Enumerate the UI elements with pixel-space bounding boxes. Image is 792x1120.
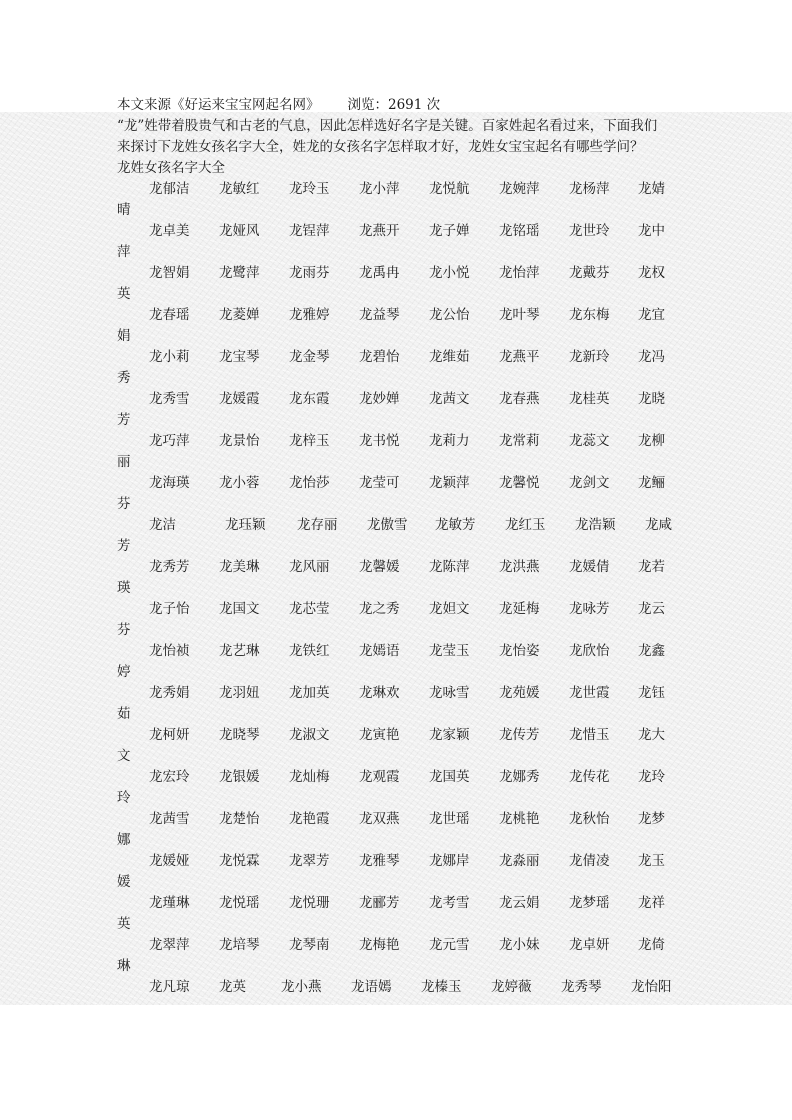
name-entry: 龙考雪	[429, 895, 470, 911]
name-entry: 龙妙婵	[359, 391, 400, 407]
name-entry: 龙莹玉	[429, 643, 470, 659]
name-entry: 龙云娟	[499, 895, 540, 911]
name-entry: 龙益琴	[359, 307, 400, 323]
name-entry: 龙红玉	[505, 517, 546, 533]
name-entry: 龙美琳	[219, 559, 260, 575]
name-entry: 龙鑫	[638, 643, 665, 659]
name-row	[117, 641, 677, 683]
name-entry: 龙晓	[638, 391, 665, 407]
name-entry: 龙倩凌	[569, 853, 610, 869]
name-wrap-char: 琳	[117, 958, 131, 974]
name-entry: 龙传芳	[499, 727, 540, 743]
name-entry: 龙婧	[638, 181, 665, 197]
name-entry: 龙咏雪	[429, 685, 470, 701]
name-entry: 龙存丽	[297, 517, 338, 533]
name-entry: 龙茜文	[429, 391, 470, 407]
name-wrap-char: 晴	[117, 202, 131, 218]
name-entry: 龙媛娅	[149, 853, 190, 869]
name-entry: 龙权	[638, 265, 665, 281]
name-entry: 龙英	[219, 979, 246, 995]
name-entry: 龙秀娟	[149, 685, 190, 701]
name-row	[117, 179, 677, 221]
name-entry: 龙晓琴	[219, 727, 260, 743]
name-entry: 龙大	[638, 727, 665, 743]
name-entry: 龙风丽	[289, 559, 330, 575]
name-entry: 龙东梅	[569, 307, 610, 323]
name-entry: 龙禹冉	[359, 265, 400, 281]
name-entry: 龙宏玲	[149, 769, 190, 785]
name-row	[117, 305, 677, 347]
name-row	[117, 809, 677, 851]
name-entry: 龙海瑛	[149, 475, 190, 491]
name-wrap-char: 婷	[117, 664, 131, 680]
name-entry: 龙嫣语	[359, 643, 400, 659]
name-entry: 龙卓妍	[569, 937, 610, 953]
name-entry: 龙颖萍	[429, 475, 470, 491]
name-entry: 龙莹可	[359, 475, 400, 491]
name-entry: 龙雅琴	[359, 853, 400, 869]
name-entry: 龙卓美	[149, 223, 190, 239]
name-entry: 龙叶琴	[499, 307, 540, 323]
name-row	[117, 515, 677, 557]
name-entry: 龙瑾琳	[149, 895, 190, 911]
name-entry: 龙世霞	[569, 685, 610, 701]
intro-paragraph: “龙”姓带着股贵气和古老的气息，因此怎样选好名字是关键。百家姓起名看过来，下面我们来探讨下龙姓女孩名字大全，姓龙的女孩名字怎样取才好，龙姓女宝宝起名有哪些学问？	[117, 118, 658, 155]
name-entry: 龙铭瑶	[499, 223, 540, 239]
name-entry: 龙秀雪	[149, 391, 190, 407]
name-entry: 龙楚怡	[219, 811, 260, 827]
name-entry: 龙维茹	[429, 349, 470, 365]
name-wrap-char: 茹	[117, 706, 131, 722]
name-entry: 龙传花	[569, 769, 610, 785]
name-entry: 龙苑媛	[499, 685, 540, 701]
name-entry: 龙翠芳	[289, 853, 330, 869]
name-entry: 龙书悦	[359, 433, 400, 449]
name-entry: 龙灿梅	[289, 769, 330, 785]
name-entry: 龙倚	[638, 937, 665, 953]
name-entry: 龙小妹	[499, 937, 540, 953]
name-entry: 龙桂英	[569, 391, 610, 407]
name-entry: 龙国英	[429, 769, 470, 785]
name-entry: 龙剑文	[569, 475, 610, 491]
name-entry: 龙铁红	[289, 643, 330, 659]
name-row	[117, 851, 677, 893]
name-entry: 龙加英	[289, 685, 330, 701]
name-entry: 龙桃艳	[499, 811, 540, 827]
name-entry: 龙媛倩	[569, 559, 610, 575]
name-entry: 龙世玲	[569, 223, 610, 239]
name-row	[117, 557, 677, 599]
name-entry: 龙凡琼	[149, 979, 190, 995]
name-entry: 龙洁	[149, 517, 176, 533]
name-wrap-char: 英	[117, 286, 131, 302]
name-entry: 龙小莉	[149, 349, 190, 365]
name-entry: 龙浩颖	[575, 517, 616, 533]
name-wrap-char: 瑛	[117, 580, 131, 596]
name-entry: 龙金琴	[289, 349, 330, 365]
name-entry: 龙语嫣	[351, 979, 392, 995]
name-entry: 龙艺琳	[219, 643, 260, 659]
name-entry: 龙梦	[638, 811, 665, 827]
name-entry: 龙梦瑶	[569, 895, 610, 911]
name-entry: 龙秀芳	[149, 559, 190, 575]
name-entry: 龙雅婷	[289, 307, 330, 323]
name-entry: 龙淑文	[289, 727, 330, 743]
name-entry: 龙馨悦	[499, 475, 540, 491]
name-entry: 龙小蓉	[219, 475, 260, 491]
name-row	[117, 347, 677, 389]
name-row	[117, 263, 677, 305]
name-entry: 龙公怡	[429, 307, 470, 323]
name-entry: 龙惜玉	[569, 727, 610, 743]
name-wrap-char: 英	[117, 916, 131, 932]
name-entry: 龙锃萍	[289, 223, 330, 239]
name-entry: 龙景怡	[219, 433, 260, 449]
name-row	[117, 893, 677, 935]
name-entry: 龙怡莎	[289, 475, 330, 491]
name-wrap-char: 娟	[117, 328, 131, 344]
name-entry: 龙翠萍	[149, 937, 190, 953]
name-row	[117, 683, 677, 725]
name-wrap-char: 文	[117, 748, 131, 764]
name-entry: 龙陈萍	[429, 559, 470, 575]
name-entry: 龙玲玉	[289, 181, 330, 197]
source-line	[117, 95, 677, 116]
name-entry: 龙娜岸	[429, 853, 470, 869]
name-entry: 龙艳霞	[289, 811, 330, 827]
name-entry: 龙巧萍	[149, 433, 190, 449]
name-entry: 龙常莉	[499, 433, 540, 449]
name-entry: 龙小燕	[281, 979, 322, 995]
name-entry: 龙世瑶	[429, 811, 470, 827]
name-entry: 龙婉萍	[499, 181, 540, 197]
name-entry: 龙春燕	[499, 391, 540, 407]
name-entry: 龙玉	[638, 853, 665, 869]
name-entry: 龙敏芳	[435, 517, 476, 533]
name-entry: 龙杨萍	[569, 181, 610, 197]
name-wrap-char: 媛	[117, 874, 131, 890]
name-row	[117, 389, 677, 431]
name-entry: 龙延梅	[499, 601, 540, 617]
name-entry: 龙娜秀	[499, 769, 540, 785]
name-entry: 龙珏颖	[225, 517, 266, 533]
name-entry: 龙悦霖	[219, 853, 260, 869]
name-entry: 龙新玲	[569, 349, 610, 365]
name-wrap-char: 芳	[117, 412, 131, 428]
name-wrap-char: 丽	[117, 454, 131, 470]
name-entry: 龙燕平	[499, 349, 540, 365]
name-entry: 龙鹭萍	[219, 265, 260, 281]
name-entry: 龙元雪	[429, 937, 470, 953]
name-entry: 龙郁洁	[149, 181, 190, 197]
name-entry: 龙琴南	[289, 937, 330, 953]
document-body	[117, 95, 677, 1019]
name-entry: 龙秋怡	[569, 811, 610, 827]
name-entry: 龙婷薇	[491, 979, 532, 995]
name-entry: 龙雨芬	[289, 265, 330, 281]
view-count: 浏览：2691 次	[347, 97, 441, 113]
name-entry: 龙榛玉	[421, 979, 462, 995]
name-entry: 龙春瑶	[149, 307, 190, 323]
name-list	[117, 179, 677, 1019]
name-wrap-char: 萍	[117, 244, 131, 260]
name-row	[117, 935, 677, 977]
name-entry: 龙子婵	[429, 223, 470, 239]
name-wrap-char: 芬	[117, 496, 131, 512]
name-entry: 龙东霞	[289, 391, 330, 407]
name-entry: 龙若	[638, 559, 665, 575]
name-entry: 龙宜	[638, 307, 665, 323]
name-row	[117, 599, 677, 641]
name-entry: 龙怡阳	[631, 979, 672, 995]
name-entry: 龙子怡	[149, 601, 190, 617]
name-entry: 龙洪燕	[499, 559, 540, 575]
source-text: 本文来源《好运来宝宝网起名网》	[117, 97, 320, 113]
name-wrap-char: 秀	[117, 370, 131, 386]
name-entry: 龙银媛	[219, 769, 260, 785]
name-wrap-char: 娜	[117, 832, 131, 848]
name-wrap-char: 芬	[117, 622, 131, 638]
name-entry: 龙馨媛	[359, 559, 400, 575]
name-entry: 龙秀琴	[561, 979, 602, 995]
name-row	[117, 473, 677, 515]
name-row	[117, 725, 677, 767]
name-wrap-char: 芳	[117, 538, 131, 554]
name-entry: 龙鲡	[638, 475, 665, 491]
name-row	[117, 431, 677, 473]
name-row	[117, 977, 677, 1019]
name-entry: 龙欣怡	[569, 643, 610, 659]
name-entry: 龙媛霞	[219, 391, 260, 407]
name-entry: 龙柯妍	[149, 727, 190, 743]
name-entry: 龙国文	[219, 601, 260, 617]
name-entry: 龙菱婵	[219, 307, 260, 323]
name-entry: 龙茜雪	[149, 811, 190, 827]
name-entry: 龙智娟	[149, 265, 190, 281]
name-entry: 龙蕊文	[569, 433, 610, 449]
name-row	[117, 221, 677, 263]
name-entry: 龙寅艳	[359, 727, 400, 743]
name-entry: 龙碧怡	[359, 349, 400, 365]
name-entry: 龙戴芬	[569, 265, 610, 281]
name-entry: 龙培琴	[219, 937, 260, 953]
name-entry: 龙中	[638, 223, 665, 239]
name-entry: 龙怡姿	[499, 643, 540, 659]
name-entry: 龙悦珊	[289, 895, 330, 911]
name-entry: 龙琳欢	[359, 685, 400, 701]
name-entry: 龙宝琴	[219, 349, 260, 365]
name-entry: 龙冯	[638, 349, 665, 365]
name-entry: 龙淼丽	[499, 853, 540, 869]
name-row	[117, 767, 677, 809]
name-entry: 龙柳	[638, 433, 665, 449]
name-entry: 龙小萍	[359, 181, 400, 197]
name-entry: 龙敏红	[219, 181, 260, 197]
name-entry: 龙燕开	[359, 223, 400, 239]
name-entry: 龙娅风	[219, 223, 260, 239]
name-entry: 龙悦航	[429, 181, 470, 197]
name-entry: 龙郦芳	[359, 895, 400, 911]
name-entry: 龙梓玉	[289, 433, 330, 449]
name-entry: 龙观霞	[359, 769, 400, 785]
section-title: 龙姓女孩名字大全	[117, 160, 225, 176]
name-entry: 龙咸	[645, 517, 672, 533]
name-entry: 龙家颖	[429, 727, 470, 743]
name-entry: 龙怡祯	[149, 643, 190, 659]
name-entry: 龙咏芳	[569, 601, 610, 617]
name-entry: 龙之秀	[359, 601, 400, 617]
name-entry: 龙云	[638, 601, 665, 617]
name-entry: 龙悦瑶	[219, 895, 260, 911]
name-entry: 龙羽妞	[219, 685, 260, 701]
name-entry: 龙怡萍	[499, 265, 540, 281]
name-entry: 龙傲雪	[367, 517, 408, 533]
name-entry: 龙妲文	[429, 601, 470, 617]
name-entry: 龙玲	[638, 769, 665, 785]
name-entry: 龙祥	[638, 895, 665, 911]
name-entry: 龙小悦	[429, 265, 470, 281]
name-entry: 龙莉力	[429, 433, 470, 449]
name-wrap-char: 玲	[117, 790, 131, 806]
name-entry: 龙梅艳	[359, 937, 400, 953]
name-entry: 龙钰	[638, 685, 665, 701]
name-entry: 龙芯莹	[289, 601, 330, 617]
name-entry: 龙双燕	[359, 811, 400, 827]
